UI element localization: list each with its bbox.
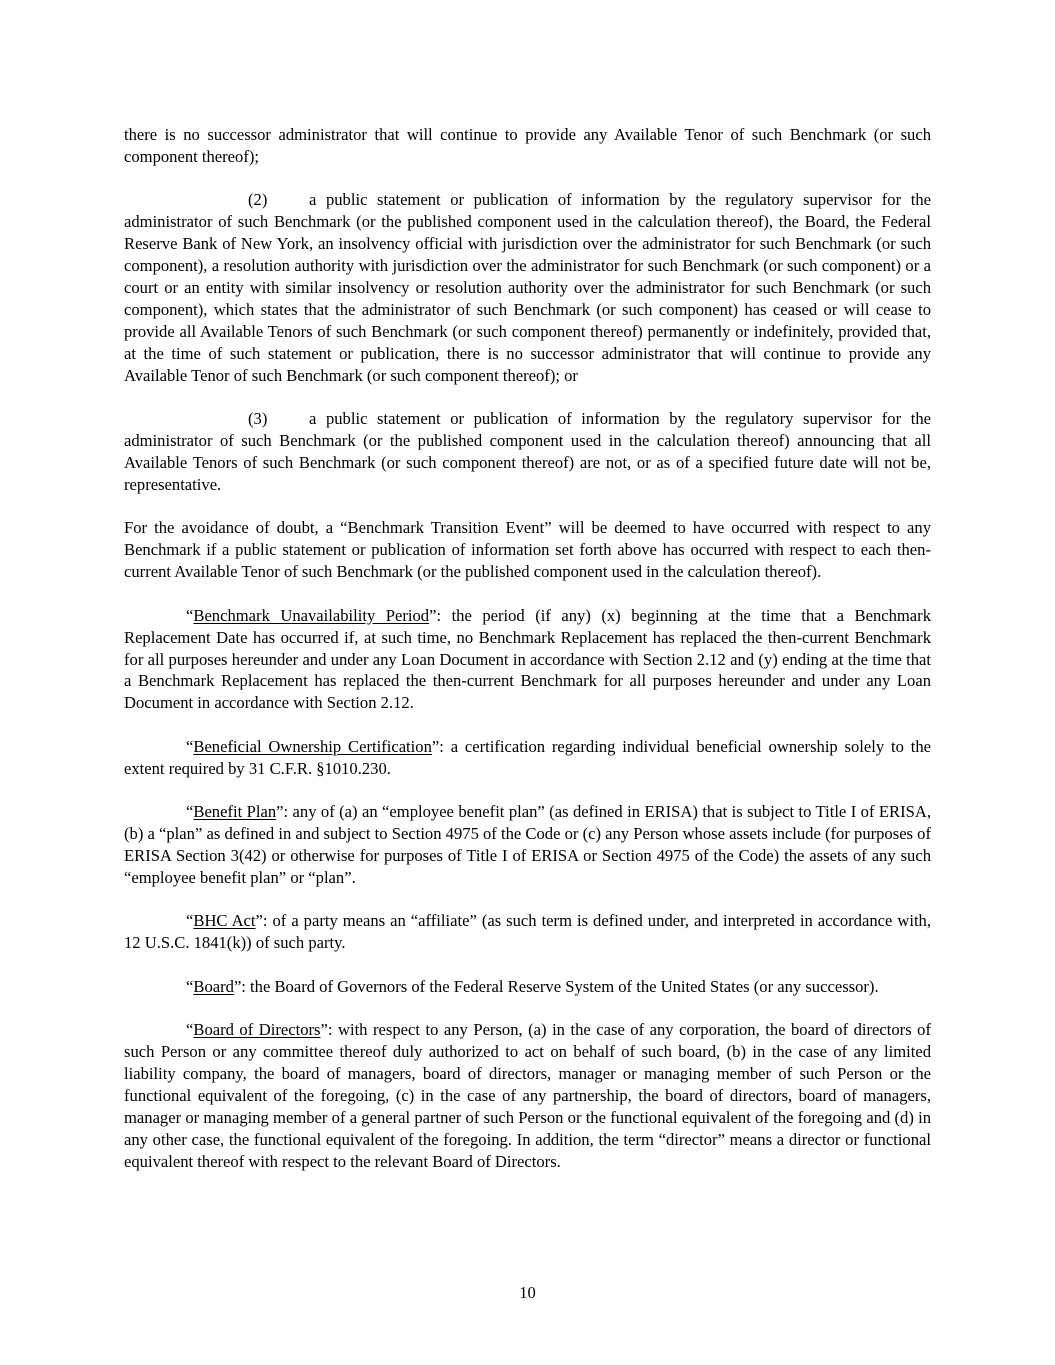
list-item-text: a public statement or publication of information by the regulatory supervisor for the administrator of such Benchmark (or the published component used in the calculation thereof), the Board, the Federal Reserve Bank of New York, an insolvency official with jurisdiction over the administrator for such Benchmark (or such component), a resolution authority with jurisdiction over the administrator for such Benchmark (or such component) or a court or an entity with similar insolvency or resolution authority over the administrator for such Benchmark (or such component), which states that the administrator of such Benchmark (or such component) has ceased or will cease to provide all Available Tenors of such Benchmark (or such component thereof) permanently or indefinitely, provided that, at the time of such statement or publication, there is no successor administrator that will continue to provide any Available Tenor of such Benchmark (or such component thereof); or — [124, 190, 931, 385]
defined-term: BHC Act — [193, 911, 256, 931]
page-number: 10 — [519, 1283, 536, 1302]
definition-bhc-act — [124, 910, 931, 954]
defined-term: Benefit Plan — [193, 802, 277, 822]
open-quote: “ — [186, 736, 194, 756]
definition-body: ”: with respect to any Person, (a) in the case of any corporation, the board of directors of such Person or any committee thereof duly authorized to act on behalf of such board, (b) in the case of any limited liability company, the board of managers, board of directors, manager or managing member of such Person or the functional equivalent of the foregoing, (c) in the case of any partnership, the board of directors, board of managers, manager or managing member of a general partner of such Person or the functional equivalent of the foregoing and (d) in any other case, the functional equivalent of the foregoing. In addition, the term “director” means a director or functional equivalent thereof with respect to the relevant Board of Directors. — [124, 1020, 931, 1171]
defined-term: Beneficial Ownership Certification — [193, 736, 432, 756]
open-quote: “ — [186, 911, 194, 931]
definition-beneficial-ownership-certification — [124, 736, 931, 780]
defined-term: Benchmark Unavailability Period — [193, 605, 430, 625]
list-item-number: (3) — [248, 409, 268, 429]
definition-benchmark-unavailability-period — [124, 605, 931, 715]
definition-benefit-plan — [124, 801, 931, 889]
definition-body: ”: the Board of Governors of the Federal Reserve System of the United States (or any successor). — [233, 976, 879, 996]
defined-term: Board — [193, 976, 234, 996]
definition-board-of-directors — [124, 1019, 931, 1172]
document-page — [124, 124, 931, 1194]
avoidance-of-doubt-paragraph: For the avoidance of doubt, a “Benchmark Transition Event” will be deemed to have occurred with respect to any Benchmark if a public statement or publication of information set forth above has occurred with respect to each then-current Available Tenor of such Benchmark (or the published component used in the calculation thereof). — [124, 518, 931, 582]
open-quote: “ — [186, 1020, 194, 1040]
continuation-paragraph: there is no successor administrator that will continue to provide any Available Tenor of such Benchmark (or such component thereof); — [124, 125, 931, 166]
definition-body: ”: the period (if any) (x) beginning at the time that a Benchmark Replacement Date has occurred if, at such time, no Benchmark Replacement has replaced the then-current Benchmark for all purposes hereunder and under any Loan Document in accordance with Section 2.12 and (y) ending at the time that a Benchmark Replacement has replaced the then-current Benchmark for all purposes hereunder and under any Loan Document in accordance with Section 2.12. — [124, 605, 931, 713]
list-item-3 — [124, 408, 931, 496]
defined-term: Board of Directors — [193, 1020, 321, 1040]
definition-board — [124, 976, 931, 998]
list-item-number: (2) — [248, 190, 268, 210]
definition-body: ”: a certification regarding individual beneficial ownership solely to the extent required by 31 C.F.R. §1010.230. — [124, 736, 932, 778]
definition-body: ”: of a party means an “affiliate” (as such term is defined under, and interpreted in accordance with, 12 U.S.C. 1841(k)) of such party. — [124, 911, 931, 953]
open-quote: “ — [186, 802, 194, 822]
definition-body: ”: any of (a) an “employee benefit plan” (as defined in ERISA) that is subject to Title I of ERISA, (b) a “plan” as defined in and subject to Section 4975 of the Code or (c) any Person whose assets include (for purposes of ERISA Section 3(42) or otherwise for purposes of Title I of ERISA or Section 4975 of the Code) the assets of any such “employee benefit plan” or “plan”. — [124, 802, 931, 887]
list-item-2 — [124, 189, 931, 386]
list-item-text: a public statement or publication of information by the regulatory supervisor for the administrator of such Benchmark (or the published component used in the calculation thereof) announcing that all Available Tenors of such Benchmark (or such component thereof) are not, or as of a specified future date will not be, representative. — [124, 409, 931, 494]
open-quote: “ — [186, 605, 194, 625]
open-quote: “ — [186, 976, 194, 996]
